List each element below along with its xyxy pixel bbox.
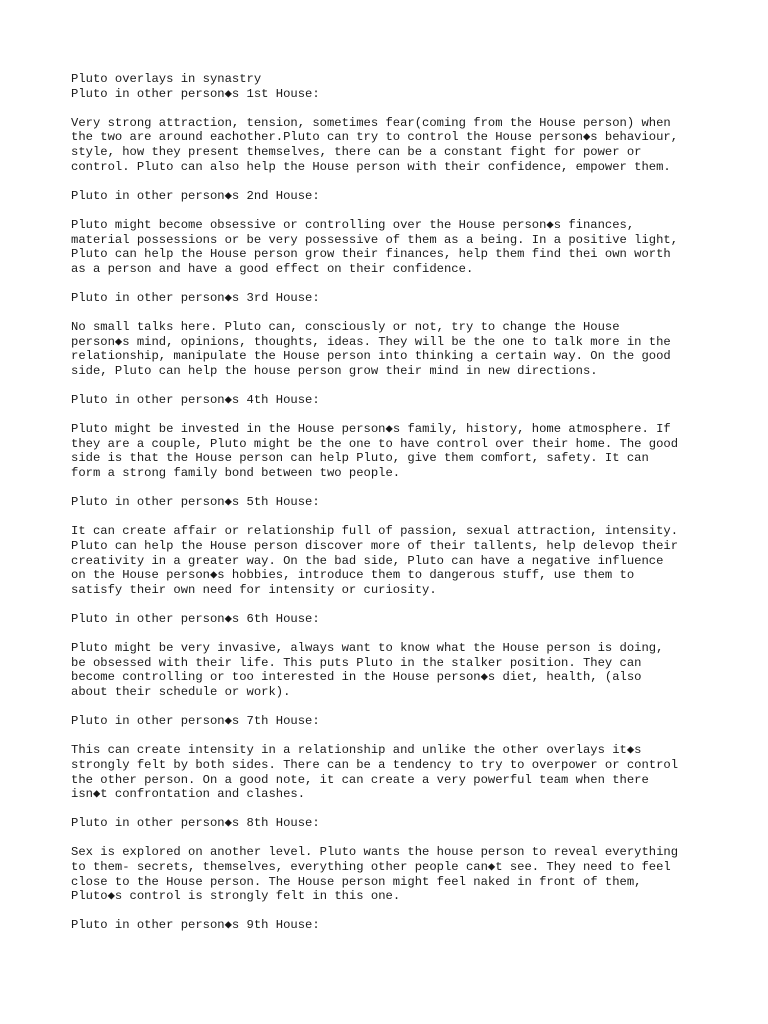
text-line: close to the House person. The House person might feel naked in front of them, <box>71 874 642 889</box>
text-line: Sex is explored on another level. Pluto wants the house person to reveal everything <box>71 845 679 860</box>
blank-line <box>71 700 731 715</box>
blank-line <box>71 276 731 291</box>
text-line: be obsessed with their life. This puts Pluto in the stalker position. They can <box>71 655 642 670</box>
text-line: This can create intensity in a relationship and unlike the other overlays it◆s <box>71 743 642 758</box>
blank-line <box>71 510 731 525</box>
text-line: No small talks here. Pluto can, consciously or not, try to change the House <box>71 320 620 335</box>
text-line: relationship, manipulate the House person into thinking a certain way. On the good <box>71 349 671 364</box>
text-line: as a person and have a good effect on their confidence. <box>71 261 474 276</box>
text-line: Pluto in other person◆s 7th House: <box>71 714 320 729</box>
text-line: the two are around eachother.Pluto can try to control the House person◆s behaviour, <box>71 130 679 145</box>
text-line: Pluto in other person◆s 1st House: <box>71 86 320 101</box>
text-line: material possessions or be very possessive of them as a being. In a positive light, <box>71 232 679 247</box>
blank-line <box>71 802 731 817</box>
text-line: Pluto◆s control is strongly felt in this one. <box>71 889 401 904</box>
blank-line <box>71 904 731 919</box>
text-line: Pluto might be invested in the House person◆s family, history, home atmosphere. If <box>71 422 671 437</box>
text-line: Pluto in other person◆s 4th House: <box>71 393 320 408</box>
text-line: on the House person◆s hobbies, introduce them to dangerous stuff, use them to <box>71 568 635 583</box>
text-line: Pluto overlays in synastry <box>71 72 262 86</box>
blank-line <box>71 408 731 423</box>
text-line: strongly felt by both sides. There can be a tendency to try to overpower or control <box>71 757 679 772</box>
text-line: It can create affair or relationship full of passion, sexual attraction, intensity. <box>71 524 679 539</box>
blank-line <box>71 831 731 846</box>
text-line: creativity in a greater way. On the bad side, Pluto can have a negative influence <box>71 553 664 568</box>
text-line: Pluto can help the House person grow their finances, help them find thei own worth <box>71 247 671 262</box>
text-line: about their schedule or work). <box>71 684 291 699</box>
text-line: to them- secrets, themselves, everything other people can◆t see. They need to feel <box>71 860 671 875</box>
text-line: form a strong family bond between two people. <box>71 466 401 481</box>
blank-line <box>71 597 731 612</box>
text-line: satisfy their own need for intensity or curiosity. <box>71 582 437 597</box>
text-line: Pluto can help the House person discover more of their tallents, help delevop their <box>71 539 679 553</box>
text-line: Pluto might become obsessive or controlling over the House person◆s finances, <box>71 217 635 232</box>
text-line: Pluto in other person◆s 9th House: <box>71 918 320 933</box>
text-line: Pluto in other person◆s 6th House: <box>71 611 320 626</box>
blank-line <box>71 101 731 116</box>
text-line: style, how they present themselves, there can be a constant fight for power or <box>71 144 642 159</box>
blank-line <box>71 481 731 496</box>
text-line: side is that the House person can help Pluto, give them comfort, safety. It can <box>71 451 649 466</box>
text-line: side, Pluto can help the house person grow their mind in new directions. <box>71 363 598 378</box>
text-line: Pluto in other person◆s 2nd House: <box>71 188 320 203</box>
text-line: person◆s mind, opinions, thoughts, ideas. They will be the one to talk more in the <box>71 334 671 349</box>
blank-line <box>71 306 731 321</box>
text-line: Very strong attraction, tension, sometimes fear(coming from the House person) when <box>71 115 671 130</box>
blank-line <box>71 627 731 642</box>
blank-line <box>71 203 731 218</box>
text-line: isn◆t confrontation and clashes. <box>71 787 306 802</box>
text-line: control. Pluto can also help the House person with their confidence, empower them. <box>71 159 671 174</box>
blank-line <box>71 174 731 189</box>
blank-line <box>71 729 731 744</box>
text-line: Pluto in other person◆s 8th House: <box>71 816 320 831</box>
text-line: Pluto might be very invasive, always want to know what the House person is doing, <box>71 641 664 656</box>
document-body <box>71 72 731 933</box>
text-line: the other person. On a good note, it can create a very powerful team when there <box>71 772 649 787</box>
text-line: Pluto in other person◆s 5th House: <box>71 495 320 510</box>
blank-line <box>71 378 731 393</box>
text-line: they are a couple, Pluto might be the one to have control over their home. The good <box>71 436 679 451</box>
text-line: Pluto in other person◆s 3rd House: <box>71 290 320 305</box>
text-line: become controlling or too interested in the House person◆s diet, health, (also <box>71 670 642 685</box>
